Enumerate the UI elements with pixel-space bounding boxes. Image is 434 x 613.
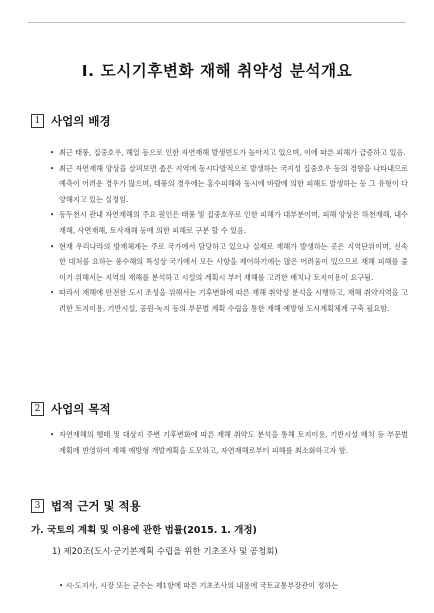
section-title: 사업의 목적 [51, 402, 111, 416]
section-number-box: 1 [31, 114, 44, 128]
bullet-item: • 최근 태풍, 집중호우, 해일 등으로 인한 자연재해 발생빈도가 높아지고 있으며, 이에 따른 피해가 급증하고 있음. [50, 145, 408, 161]
bullet-item: • 따라서 재해에 안전한 도시 조성을 위해서는 기후변화에 따른 재해 취약성 분석을 시행하고, 재해 취약지역을 고려한 토지이용, 기반시설, 공원·녹지 등의 부문별 계획 수립을 통한 재해 예방형 도시계획체계 구축 필요함. [50, 285, 408, 316]
purpose-bullet-list [50, 427, 408, 458]
law-article-item: 1) 제20조(도시·군기본계획 수립을 위한 기초조사 및 공청회) [52, 547, 278, 557]
bullet-item: • 자연재해의 행태 및 대상지 주변 기후변화에 따른 재해 취약도 분석을 통해 토지이용, 기반시설 배치 등 부문별 계획에 반영하여 재해 예방형 개발계획을 도모하고, 자연재해로부터 피해를 최소화하고자 함. [50, 427, 408, 458]
section-heading-background [31, 113, 111, 129]
background-bullet-list [50, 145, 408, 317]
law-subheading: 가. 국토의 계획 및 이용에 관한 법률(2015. 1. 개정) [31, 525, 257, 536]
section-heading-legal-basis [31, 498, 141, 514]
bullet-item: • 최근 자연재해 양상을 살펴보면 좁은 지역에 동시다발적으로 발생하는 국지성 집중호우 등의 경향을 나타내므로 예측이 어려운 경우가 많으며, 태풍의 경우에는 홍수피해와 동시에 바람에 의한 피해도 발생하는 등 그 유형이 다양해지고 있는 실정임. [50, 161, 408, 208]
section-number-box: 2 [31, 402, 44, 416]
bullet-item: • 현재 우리나라의 방재체계는 주로 국가에서 담당하고 있으나 실제로 재해가 발생하는 곳은 지역단위이며, 신속한 대처를 요하는 풍수해의 특성상 국가에서 모든 사항을 제어하기에는 많은 어려움이 있으므로 재해 피해를 줄이기 위해서는 지역의 재해를 분석하고 시설의 계획시 부터 재해를 고려한 배치나 토지이용이 요구됨. [50, 239, 408, 286]
section-heading-purpose [31, 401, 111, 417]
truncated-bullet-line: • 시·도지사, 시장 또는 군수는 제1항에 따른 기초조사의 내용에 국토교통부장관이 정하는 [59, 581, 339, 590]
page-title: Ⅰ. 도시기후변화 재해 취약성 분석개요 [81, 62, 353, 80]
bullet-item: • 동두천시 관내 자연재해의 주요 원인은 태풍 및 집중호우로 인한 피해가 대부분이며, 피해 양상은 하천재해, 내수재해, 사면재해, 토사재해 등에 의한 피해로 구분 할 수 있음. [50, 207, 408, 238]
section-title: 법적 근거 및 적용 [51, 499, 141, 513]
section-title: 사업의 배경 [51, 114, 111, 128]
section-number-box: 3 [31, 499, 44, 513]
top-rule [28, 22, 406, 23]
